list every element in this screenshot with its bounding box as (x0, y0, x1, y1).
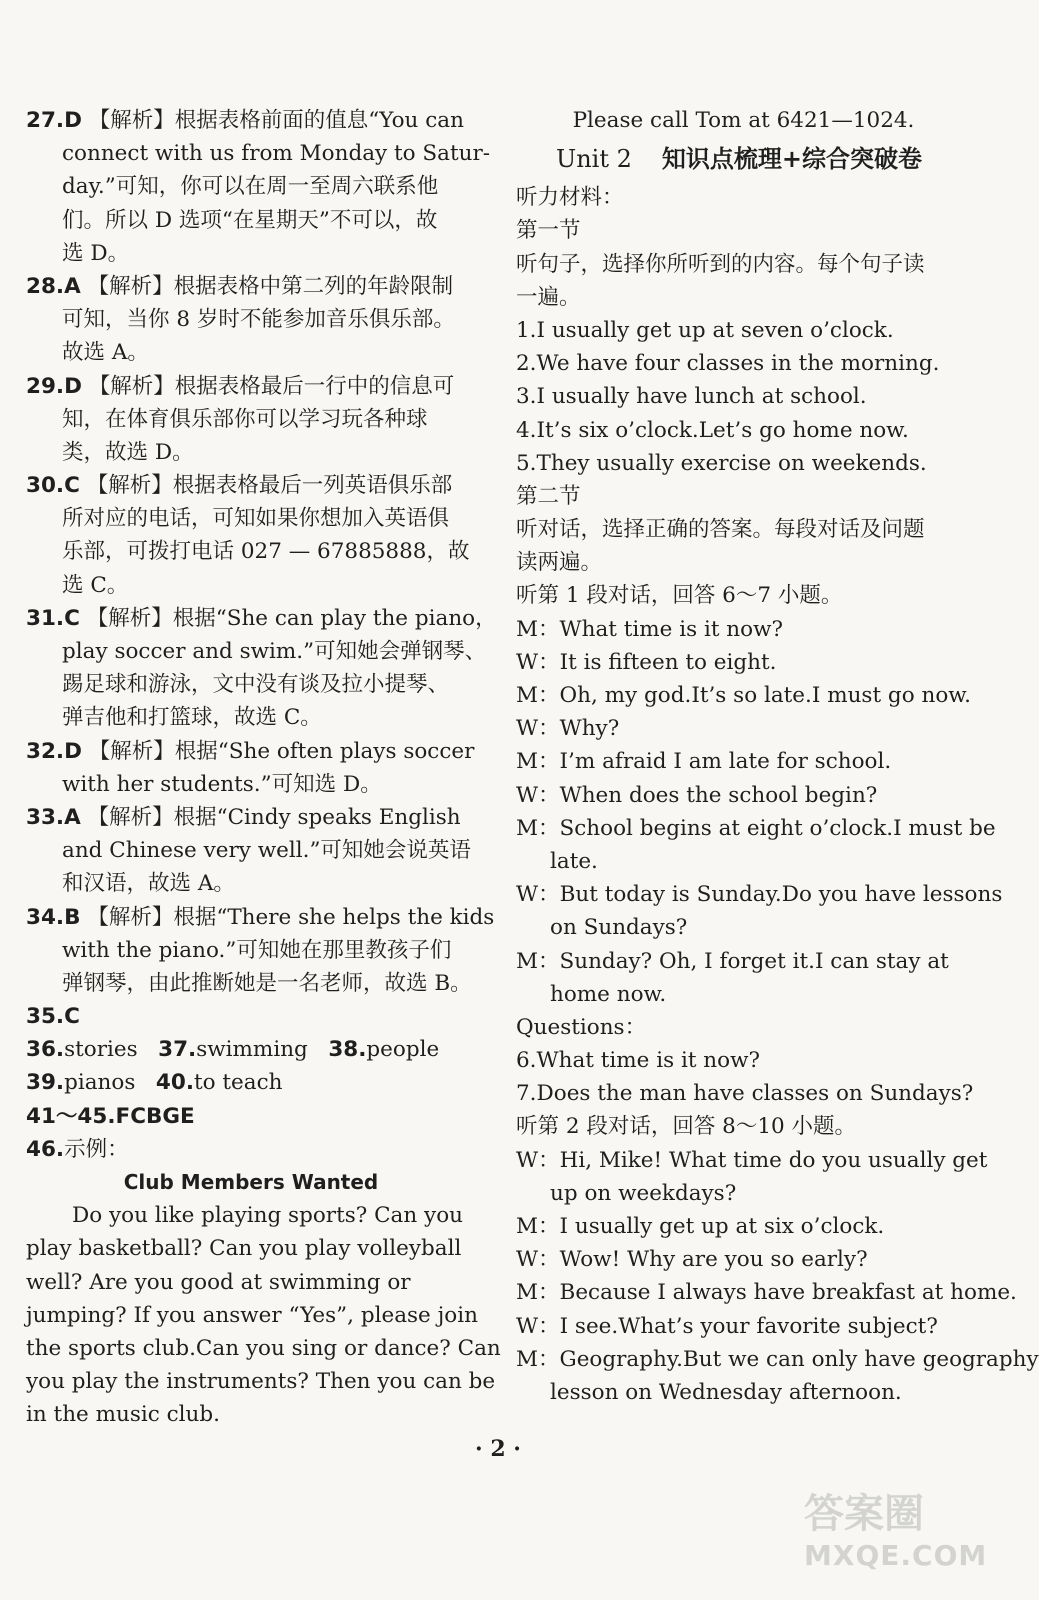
answer-number: 30.C (26, 473, 80, 499)
answer-text: 【解析】根据表格中第二列的年龄限制 (87, 273, 454, 299)
answer-number: 29.D (26, 373, 82, 399)
script-line: M：Oh, my god.It’s so late.I must go now. (516, 683, 971, 708)
answers-41-45: 41～45.FCBGE (26, 1103, 195, 1129)
answer-continuation (26, 137, 490, 170)
page-number: · 2 · (475, 1436, 521, 1462)
answer-number: 32.D (26, 738, 82, 764)
answer-text: and Chinese very well.”可知她会说英语 (62, 838, 471, 864)
essay-line: well? Are you good at swimming or (26, 1269, 411, 1295)
answer-number: 27.D (26, 108, 82, 133)
answer-text: 乐部，可拨打电话 027 — 67885888，故 (62, 539, 470, 565)
answer-continuation (26, 934, 476, 967)
script-line: W：When does the school begin? (516, 782, 878, 808)
answer-text: day.”可知，你可以在周一至周六联系他 (62, 174, 439, 200)
answer-46: 46.示例： (26, 1136, 129, 1162)
left-column (26, 104, 501, 1432)
answer-item (26, 469, 476, 502)
answer-item (26, 735, 476, 768)
sample-essay (26, 1199, 501, 1431)
answer-text: 故选 A。 (62, 340, 149, 366)
answer-text: play soccer and swim.”可知她会弹钢琴、 (62, 639, 487, 664)
answer-continuation (26, 834, 476, 867)
answer-continuation (26, 436, 476, 469)
script-line: 听第 2 段对话，回答 8～10 小题。 (516, 1114, 857, 1140)
answer-text: 知，在体育俱乐部你可以学习玩各种球 (62, 406, 428, 432)
answer-continuation (26, 569, 476, 602)
answer-text: with her students.”可知选 D。 (62, 771, 382, 797)
script-line: 第二节 (516, 483, 581, 509)
script-line: 第一节 (516, 218, 581, 244)
answer-text: 弹吉他和打篮球，故选 C。 (62, 705, 322, 731)
answer-continuation (26, 535, 476, 568)
answer-number: 31.C (26, 605, 80, 631)
script-line: 6.What time is it now? (516, 1048, 761, 1074)
script-line: 听句子，选择你所听到的内容。每个句子读 (516, 251, 925, 277)
essay-line: in the music club. (26, 1402, 220, 1428)
answer-text: 【解析】根据“She can play the piano， (86, 605, 497, 631)
answer-continuation (26, 303, 476, 336)
phone-line: Please call Tom at 6421—1024. (572, 108, 915, 133)
script-line: W：Hi, Mike! What time do you usually get (516, 1147, 988, 1173)
answer-continuation (26, 768, 476, 801)
script-line: 2.We have four classes in the morning. (516, 351, 940, 377)
answer-text: 可知，当你 8 岁时不能参加音乐俱乐部。 (62, 307, 455, 333)
answer-text: 【解析】根据“There she helps the kids (87, 904, 495, 930)
answer-text: 选 D。 (62, 240, 130, 266)
script-line: 3.I usually have lunch at school. (516, 384, 867, 410)
script-line: 听第 1 段对话，回答 6～7 小题。 (516, 583, 843, 609)
script-line: 一遍。 (516, 284, 581, 310)
answer-text: 【解析】根据表格前面的值息“You can (88, 108, 464, 133)
script-line: M：What time is it now? (516, 616, 784, 642)
script-line: home now. (550, 981, 667, 1007)
script-line: 听对话，选择正确的答案。每段对话及问题 (516, 517, 925, 543)
listening-script (516, 181, 1039, 1409)
answer-text: 类，故选 D。 (62, 439, 194, 465)
answer-number: 28.A (26, 273, 81, 299)
answer-text: 【解析】根据“Cindy speaks English (87, 804, 461, 830)
script-line: late. (550, 848, 598, 874)
answer-text: 和汉语，故选 A。 (62, 871, 235, 897)
watermark-url: MXQE.COM (804, 1539, 988, 1572)
script-line: 4.It’s six o’clock.Let’s go home now. (516, 417, 909, 443)
script-line: M：Geography.But we can only have geography (516, 1346, 1039, 1372)
script-line: M：I usually get up at six o’clock. (516, 1214, 885, 1239)
script-line: W：Wow! Why are you so early? (516, 1247, 868, 1273)
script-line: 7.Does the man have classes on Sundays? (516, 1081, 974, 1107)
script-line: 1.I usually get up at seven o’clock. (516, 317, 894, 343)
answer-number: 34.B (26, 904, 81, 930)
watermark-logo (804, 1482, 988, 1587)
answer-item (26, 270, 476, 303)
script-line: M：I’m afraid I am late for school. (516, 749, 892, 775)
answer-item (26, 104, 476, 137)
script-line: 5.They usually exercise on weekends. (516, 450, 927, 476)
script-line: 读两遍。 (516, 550, 603, 576)
answers-36-38: 36.stories 37.swimming 38.people (26, 1037, 440, 1063)
essay-title: Club Members Wanted (123, 1170, 379, 1194)
script-line: Questions： (516, 1014, 647, 1040)
answer-continuation (26, 502, 476, 535)
answer-item (26, 801, 476, 834)
script-line: W：It is fifteen to eight. (516, 649, 777, 675)
script-line: 听力材料： (516, 185, 624, 211)
essay-line: Do you like playing sports? Can you (72, 1203, 463, 1229)
answer-continuation (26, 867, 476, 900)
answer-continuation (26, 170, 476, 203)
answer-item (26, 370, 476, 403)
answer-text: 选 C。 (62, 572, 129, 598)
answer-continuation (26, 668, 476, 701)
answer-continuation (26, 967, 476, 1000)
script-line: M：Sunday? Oh, I forget it.I can stay at (516, 948, 949, 974)
script-line: W：I see.What’s your favorite subject? (516, 1313, 938, 1339)
answer-text: with the piano.”可知她在那里教孩子们 (62, 937, 452, 963)
answer-text: 【解析】根据表格最后一行中的信息可 (88, 373, 455, 399)
right-column (516, 104, 1039, 1409)
essay-line: you play the instruments? Then you can be (26, 1369, 496, 1395)
answer-text: 们。所以 D 选项“在星期天”不可以，故 (62, 207, 438, 233)
answer-continuation (26, 237, 476, 270)
answer-text: connect with us from Monday to Satur- (62, 141, 490, 167)
answers-39-40: 39.pianos 40.to teach (26, 1070, 283, 1096)
answer-item (26, 901, 495, 934)
script-line: on Sundays? (550, 915, 688, 941)
answer-continuation (26, 635, 487, 668)
answer-continuation (26, 336, 476, 369)
answer-text: 踢足球和游泳，文中没有谈及拉小提琴、 (62, 672, 450, 698)
essay-line: play basketball? Can you play volleyball (26, 1236, 462, 1262)
script-line: lesson on Wednesday afternoon. (550, 1379, 902, 1405)
script-line: M：School begins at eight o’clock.I must be (516, 815, 996, 841)
unit-heading (516, 137, 971, 181)
answer-number: 33.A (26, 804, 81, 830)
answer-text: 【解析】根据“She often plays soccer (88, 738, 475, 764)
script-line: up on weekdays? (550, 1180, 737, 1206)
script-line: M：Because I always have breakfast at home. (516, 1280, 1017, 1306)
essay-line: jumping? If you answer “Yes”, please join (26, 1302, 478, 1328)
answer-35: 35.C (26, 1004, 80, 1030)
watermark-text: 答案圈 (804, 1491, 924, 1537)
answer-text: 弹钢琴，由此推断她是一名老师，故选 B。 (62, 970, 472, 996)
answer-explanations (26, 104, 497, 1000)
answer-item (26, 602, 497, 635)
unit-label: Unit 2 (556, 145, 632, 174)
script-line: W：Why? (516, 716, 620, 742)
essay-line: the sports club.Can you sing or dance? Can (26, 1335, 501, 1361)
answer-continuation (26, 403, 476, 436)
answer-continuation (26, 204, 476, 237)
answer-continuation (26, 701, 476, 734)
unit-title: 知识点梳理+综合突破卷 (661, 145, 923, 174)
answer-text: 【解析】根据表格最后一列英语俱乐部 (86, 473, 453, 499)
answer-text: 所对应的电话，可知如果你想加入英语俱 (62, 506, 450, 532)
script-line: W：But today is Sunday.Do you have lessons (516, 882, 1003, 908)
